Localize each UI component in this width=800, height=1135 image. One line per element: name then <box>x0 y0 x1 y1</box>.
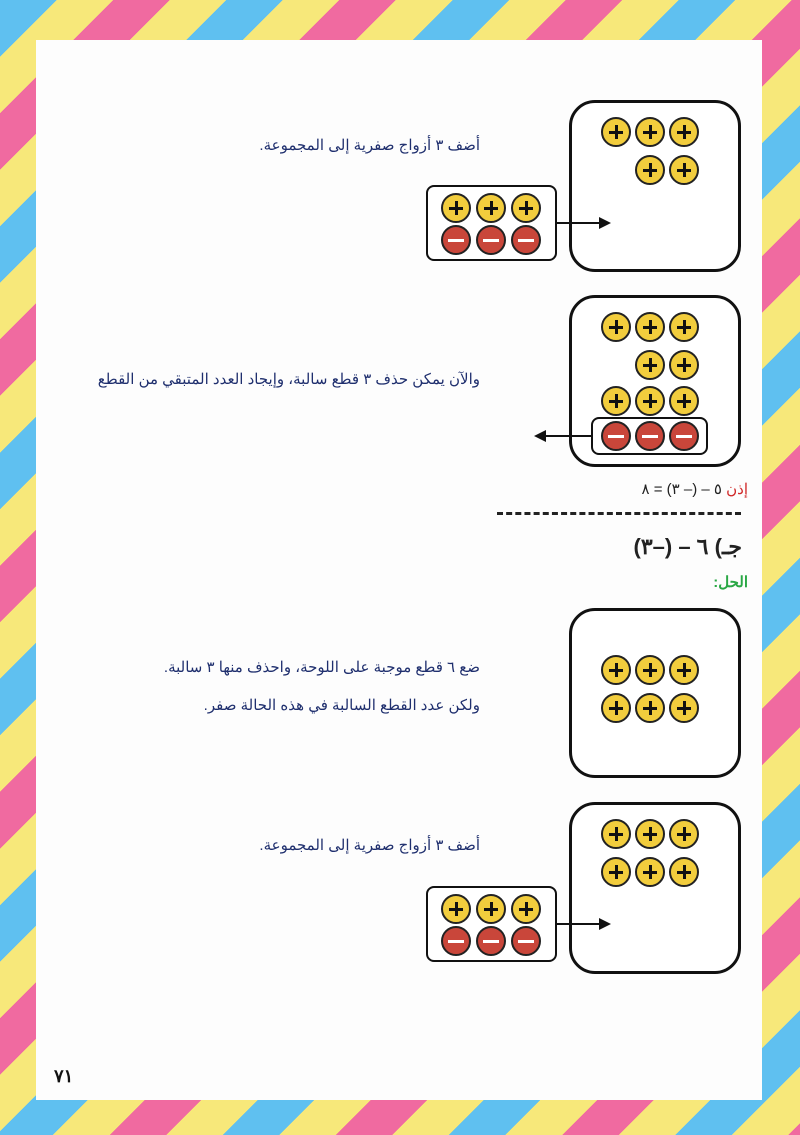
section-divider <box>497 512 741 515</box>
problem-label: جـ) <box>714 534 742 559</box>
zero-pairs-box-2 <box>426 886 557 962</box>
positive-tile <box>476 193 506 223</box>
positive-tile <box>601 312 631 342</box>
negative-tile <box>511 926 541 956</box>
positive-tile <box>635 350 665 380</box>
positive-tile <box>669 312 699 342</box>
step1-instruction: أضف ٣ أزواج صفرية إلى المجموعة. <box>259 137 480 154</box>
result-expression: ٥ – (– ٣) = ٨ <box>641 481 722 498</box>
positive-tile <box>601 693 631 723</box>
positive-tile <box>635 857 665 887</box>
algebra-board-4 <box>569 802 741 974</box>
positive-tile <box>635 117 665 147</box>
step4-instruction: أضف ٣ أزواج صفرية إلى المجموعة. <box>259 837 480 854</box>
negative-tile <box>601 421 631 451</box>
removed-negatives-box <box>591 417 708 455</box>
negative-tile <box>476 225 506 255</box>
positive-tile <box>476 894 506 924</box>
arrow-head-icon <box>534 430 546 442</box>
positive-tile <box>635 155 665 185</box>
positive-tile <box>669 693 699 723</box>
positive-tile <box>635 819 665 849</box>
negative-tile <box>511 225 541 255</box>
solution-label: الحل: <box>713 574 748 591</box>
worksheet-page <box>36 40 762 1100</box>
step3-line2: ولكن عدد القطع السالبة في هذه الحالة صفر. <box>203 697 480 714</box>
page-number: ٧١ <box>54 1066 74 1086</box>
positive-tile <box>669 819 699 849</box>
step3-line1: ضع ٦ قطع موجبة على اللوحة، واحذف منها ٣ سالبة. <box>163 659 480 676</box>
positive-tile <box>511 193 541 223</box>
result-equation <box>641 480 748 498</box>
negative-tile <box>476 926 506 956</box>
negative-tile <box>669 421 699 451</box>
negative-tile <box>635 421 665 451</box>
positive-tile <box>635 655 665 685</box>
positive-tile <box>669 386 699 416</box>
positive-tile <box>601 819 631 849</box>
negative-tile <box>441 926 471 956</box>
positive-tile <box>441 193 471 223</box>
positive-tile <box>669 857 699 887</box>
positive-tile <box>601 117 631 147</box>
arrow-left-icon <box>542 435 591 437</box>
positive-tile <box>601 386 631 416</box>
positive-tile <box>511 894 541 924</box>
problem-expression: ٦ – (–٣) <box>633 534 709 559</box>
positive-tile <box>635 312 665 342</box>
positive-tile <box>669 117 699 147</box>
arrow-head-icon <box>599 918 611 930</box>
algebra-board-3 <box>569 608 741 778</box>
positive-tile <box>669 655 699 685</box>
arrow-head-icon <box>599 217 611 229</box>
positive-tile <box>635 386 665 416</box>
positive-tile <box>635 693 665 723</box>
positive-tile <box>669 155 699 185</box>
step2-instruction: والآن يمكن حذف ٣ قطع سالبة، وإيجاد العدد المتبقي من القطع <box>97 371 480 388</box>
zero-pairs-box-1 <box>426 185 557 261</box>
negative-tile <box>441 225 471 255</box>
algebra-board-1 <box>569 100 741 272</box>
problem-heading <box>633 534 742 560</box>
positive-tile <box>441 894 471 924</box>
result-prefix: إذن <box>726 481 748 498</box>
positive-tile <box>601 857 631 887</box>
positive-tile <box>601 655 631 685</box>
positive-tile <box>669 350 699 380</box>
